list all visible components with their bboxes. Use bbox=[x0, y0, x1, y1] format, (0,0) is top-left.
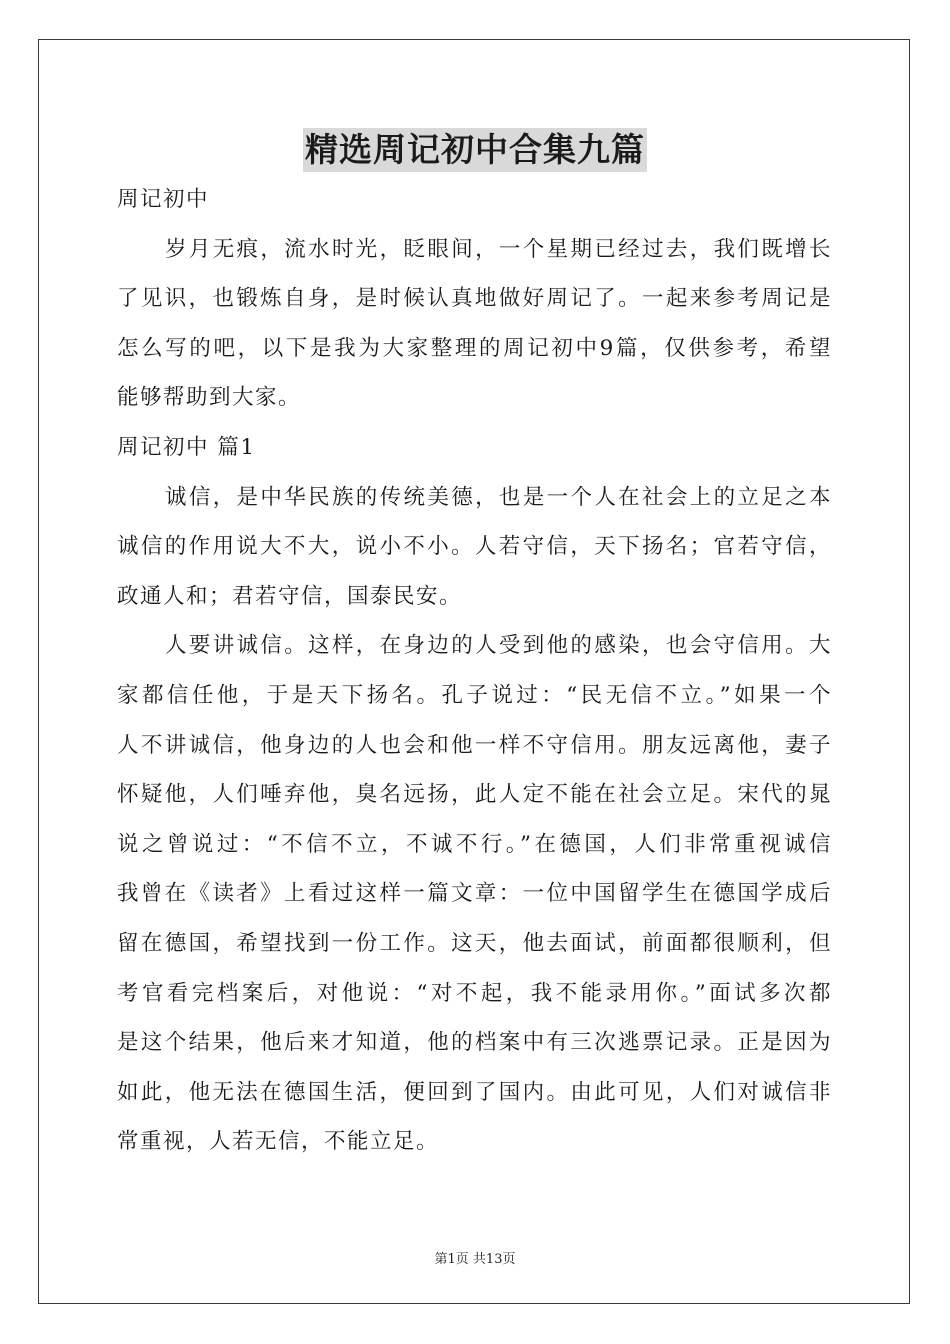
text-line: 岁月无痕，流水时光，眨眼间，一个星期已经过去，我们既增长 bbox=[165, 236, 832, 262]
text-line: 怀疑他，人们唾弃他，臭名远扬，此人定不能在社会立足。宋代的晁 bbox=[117, 782, 832, 808]
text-line: 能够帮助到大家。 bbox=[117, 385, 302, 411]
document-title: 精选周记初中合集九篇 bbox=[303, 128, 647, 172]
document-title-container bbox=[0, 128, 950, 172]
text-line: 我曾在《读者》上看过这样一篇文章：一位中国留学生在德国学成后 bbox=[117, 881, 832, 907]
text-line: 人要讲诚信。这样，在身边的人受到他的感染，也会守信用。大 bbox=[165, 633, 832, 659]
text-line: 政通人和；君若守信，国泰民安。 bbox=[117, 583, 463, 609]
text-line: 如此，他无法在德国生活，便回到了国内。由此可见，人们对诚信非 bbox=[117, 1079, 832, 1105]
text-line: 诚信的作用说大不大，说小不小。人若守信，天下扬名；官若守信， bbox=[117, 534, 832, 560]
text-line: 留在德国，希望找到一份工作。这天，他去面试，前面都很顺利，但 bbox=[117, 930, 832, 956]
text-line: 周记初中 篇1 bbox=[117, 434, 256, 460]
text-line: 家都信任他，于是天下扬名。孔子说过：“民无信不立。”如果一个 bbox=[117, 682, 832, 708]
page-footer: 第1页 共13页 bbox=[434, 1252, 516, 1267]
text-line: 周记初中 bbox=[117, 187, 210, 212]
document-body bbox=[117, 175, 832, 1167]
text-line: 说之曾说过：“不信不立，不诚不行。”在德国，人们非常重视诚信 bbox=[117, 831, 832, 857]
text-line: 是这个结果，他后来才知道，他的档案中有三次逃票记录。正是因为 bbox=[117, 1030, 832, 1056]
text-line: 怎么写的吧，以下是我为大家整理的周记初中9篇，仅供参考，希望 bbox=[117, 335, 832, 361]
text-line: 人不讲诚信，他身边的人也会和他一样不守信用。朋友远离他，妻子 bbox=[117, 732, 832, 758]
text-line: 常重视，人若无信，不能立足。 bbox=[117, 1129, 440, 1155]
text-line: 了见识，也锻炼自身，是时候认真地做好周记了。一起来参考周记是 bbox=[117, 286, 832, 312]
text-line: 诚信，是中华民族的传统美德，也是一个人在社会上的立足之本 bbox=[165, 484, 832, 510]
text-line: 考官看完档案后，对他说：“对不起，我不能录用你。”面试多次都 bbox=[117, 980, 832, 1006]
